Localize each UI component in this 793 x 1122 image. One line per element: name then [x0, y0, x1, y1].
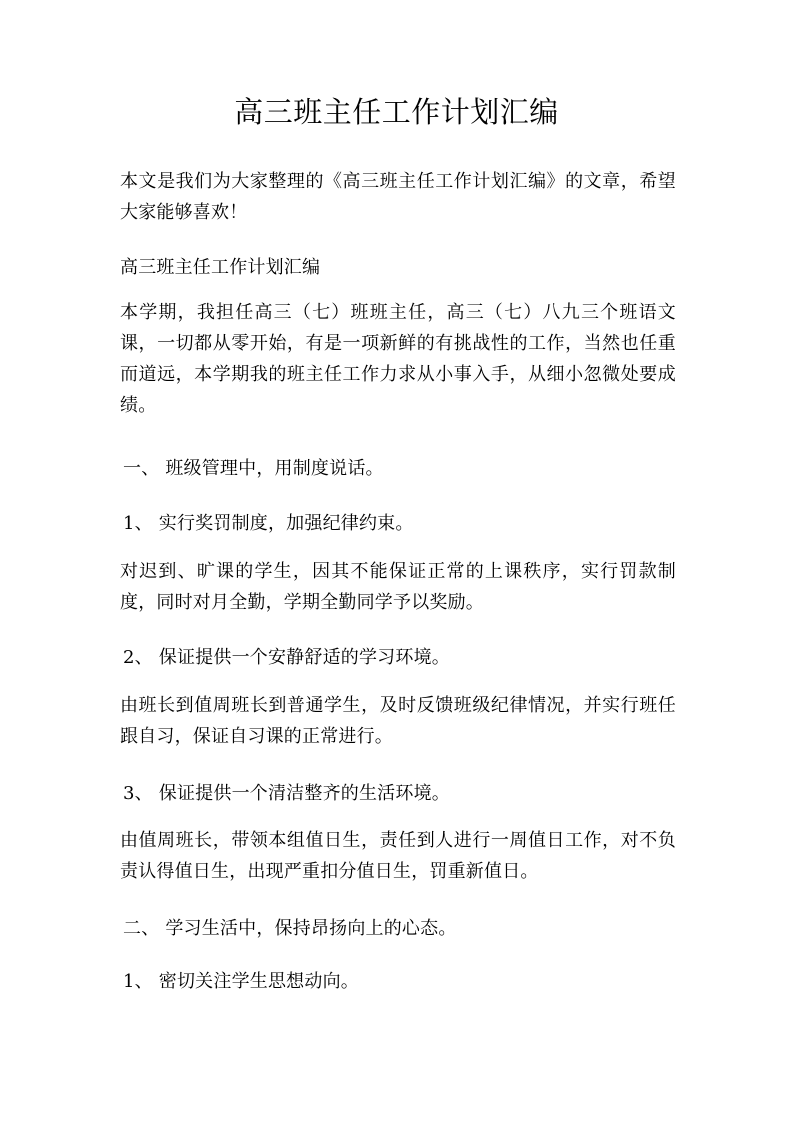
heading-part-2: 二、 学习生活中，保持昂扬向上的心态。	[123, 918, 457, 939]
body-paragraph-2: 对迟到、旷课的学生，因其不能保证正常的上课秩序，实行罚款制度，同时对月全勤，学期全勤同学予以奖励。	[120, 561, 676, 613]
list-item-2-1: 1、 密切关注学生思想动向。	[123, 971, 359, 992]
body-paragraph-3: 由班长到值周班长到普通学生，及时反馈班级纪律情况，并实行班任跟自习，保证自习课的正常进行。	[120, 695, 676, 747]
list-item-1-2: 2、 保证提供一个安静舒适的学习环境。	[123, 647, 450, 668]
section-heading: 高三班主任工作计划汇编	[120, 257, 321, 278]
document-title: 高三班主任工作计划汇编	[234, 95, 559, 129]
body-paragraph-4: 由值周班长，带领本组值日生，责任到人进行一周值日工作，对不负责认得值日生，出现严重扣分值日生，罚重新值日。	[120, 830, 676, 882]
intro-paragraph: 本文是我们为大家整理的《高三班主任工作计划汇编》的文章，希望大家能够喜欢！	[120, 171, 676, 223]
list-item-1-3: 3、 保证提供一个清洁整齐的生活环境。	[123, 783, 450, 804]
heading-part-1: 一、 班级管理中，用制度说话。	[123, 458, 384, 479]
body-paragraph-1: 本学期，我担任高三（七）班班主任，高三（七）八九三个班语文课，一切都从零开始，有是一项新鲜的有挑战性的工作，当然也任重而道远，本学期我的班主任工作力求从小事入手，从细小忽微处要成绩。	[120, 302, 676, 416]
list-item-1-1: 1、 实行奖罚制度，加强纪律约束。	[123, 513, 414, 534]
